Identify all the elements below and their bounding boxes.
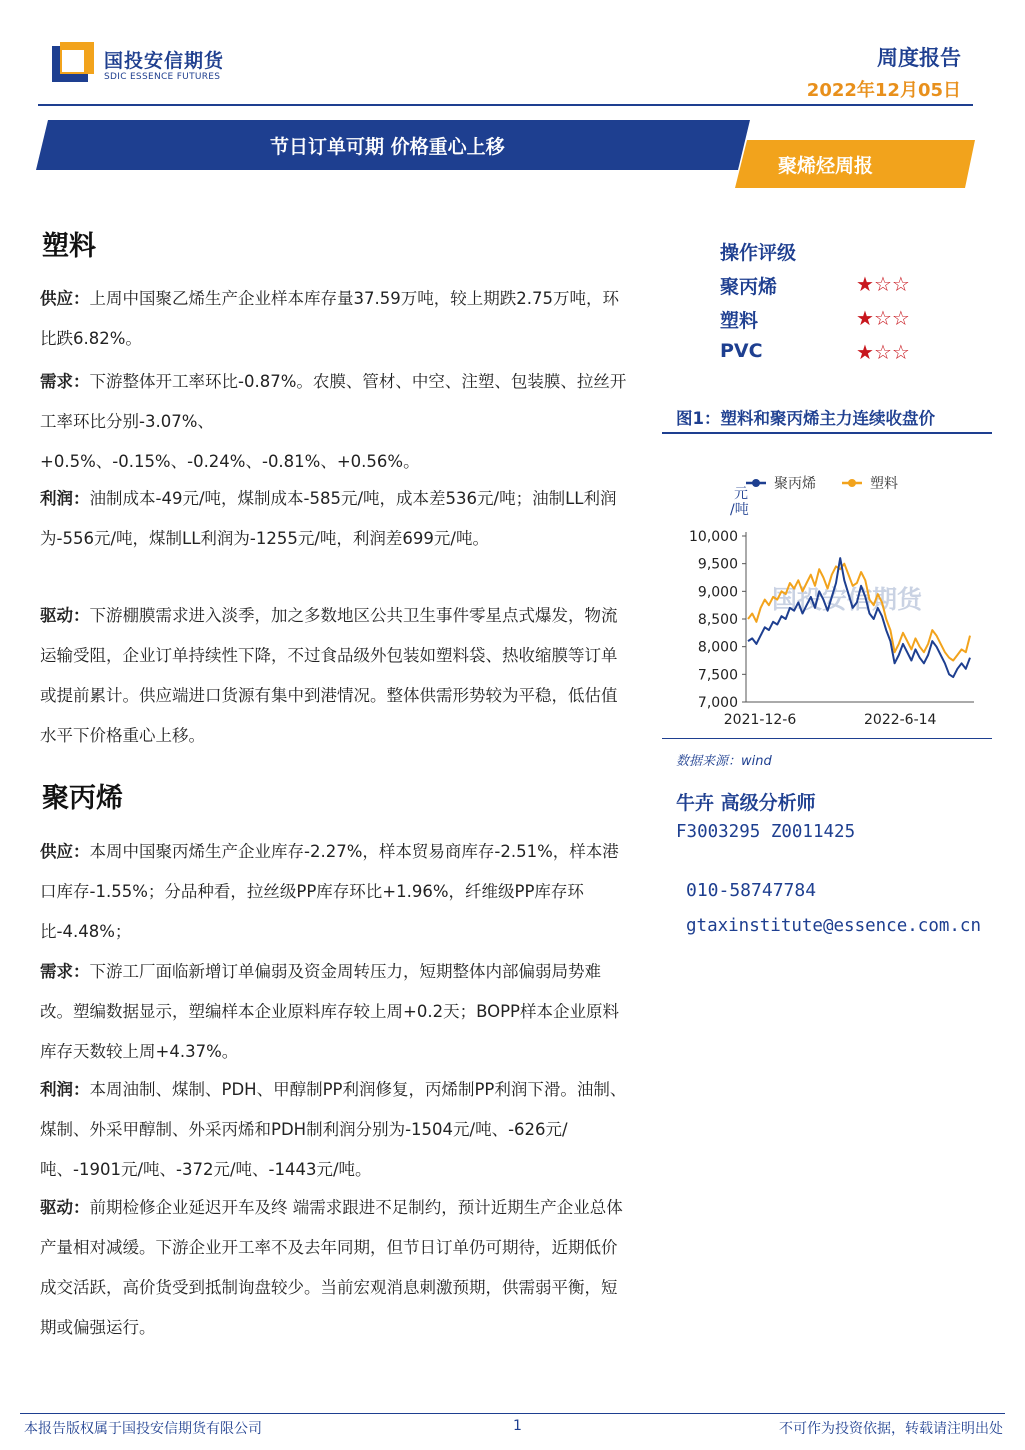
footer-copyright: 本报告版权属于国投安信期货有限公司	[24, 1421, 262, 1437]
rating-title: 操作评级	[720, 242, 797, 264]
plastic-supply-label: 供应：	[40, 289, 90, 308]
price-line-chart	[662, 440, 992, 736]
rating-stars-plastic	[856, 306, 910, 330]
rating-stars-pp	[856, 272, 910, 296]
x-tick-label: 2021-12-6	[723, 712, 797, 728]
figure-bottom-divider	[662, 738, 992, 739]
plastic-supply-text: 上周中国聚乙烯生产企业样本库存量37.59万吨，较上期跌2.75万吨，环比跌6.82%。	[40, 289, 619, 348]
pp-demand	[40, 952, 630, 1072]
y-axis-unit-line1: 元	[734, 486, 748, 502]
x-axis	[724, 702, 974, 728]
plastic-driver	[40, 596, 630, 756]
pp-supply-label: 供应：	[40, 842, 90, 861]
figure-divider	[662, 432, 992, 434]
y-tick-label: 10,000	[689, 529, 738, 545]
y-tick-label: 8,000	[697, 639, 738, 656]
rating-stars-pvc	[856, 340, 910, 364]
y-tick-label: 8,500	[697, 612, 738, 628]
contact-email[interactable]: gtaxinstitute@essence.com.cn	[686, 916, 982, 936]
plastic-demand-label: 需求：	[40, 372, 90, 391]
pp-driver-text: 前期检修企业延迟开车及终 端需求跟进不足制约，预计近期生产企业总体产量相对减缓。下游企业开工率不及去年同期，但节日订单仍可期待，近期低价成交活跃，高价货受到抵制询盘较少。当前宏观消息刺激预期，供需弱平衡，短期或偏强运行。	[40, 1198, 623, 1337]
x-tick-label: 2022-6-14	[864, 712, 937, 728]
y-tick-label: 7,500	[697, 667, 738, 684]
y-tick-label: 9,500	[697, 556, 738, 573]
footer-divider	[20, 1413, 1005, 1414]
plastic-demand-text: 下游整体开工率环比-0.87%。农膜、管材、中空、注塑、包装膜、拉丝开工率环比分别-3.07%、	[40, 372, 627, 431]
y-axis-unit-line2: /吨	[730, 502, 749, 518]
star-empty-icon: ☆☆	[873, 340, 910, 364]
y-tick-label: 7,000	[697, 695, 738, 711]
data-source: 数据来源：wind	[676, 754, 772, 769]
pp-profit	[40, 1070, 630, 1190]
star-empty-icon: ☆☆	[873, 306, 910, 330]
plastic-demand	[40, 362, 630, 482]
contact-phone: 010-58747784	[686, 880, 817, 901]
chart-legend	[746, 475, 898, 492]
report-type: 周度报告	[877, 46, 961, 70]
pp-driver	[40, 1188, 630, 1348]
logo-text: 国投安信期货	[104, 50, 225, 72]
legend-label-plastic: 塑料	[870, 476, 898, 492]
y-tick-label: 9,000	[697, 584, 738, 601]
pp-demand-label: 需求：	[40, 962, 90, 981]
rating-name-plastic: 塑料	[720, 310, 759, 332]
report-subtitle: 聚烯烃周报	[778, 155, 874, 177]
logo-mark	[52, 42, 94, 82]
analyst-name: 牛卉 高级分析师	[676, 792, 816, 814]
figure-title: 图1：塑料和聚丙烯主力连续收盘价	[676, 409, 935, 428]
plastic-supply	[40, 279, 630, 359]
plastic-demand-text-2: +0.5%、-0.15%、-0.24%、-0.81%、+0.56%。	[40, 452, 420, 471]
report-date: 2022年12月05日	[806, 80, 961, 101]
report-title: 节日订单可期 价格重心上移	[270, 136, 505, 158]
pp-profit-label: 利润：	[40, 1080, 90, 1099]
star-filled-icon: ★	[856, 340, 874, 364]
legend-marker-plastic	[848, 479, 856, 487]
rating-name-pvc: PVC	[720, 340, 763, 362]
logo-subtext: SDIC ESSENCE FUTURES	[104, 72, 221, 82]
pp-driver-label: 驱动：	[40, 1198, 90, 1217]
pp-supply-text: 本周中国聚丙烯生产企业库存-2.27%，样本贸易商库存-2.51%，样本港口库存-1.55%；分品种看，拉丝级PP库存环比+1.96%，纤维级PP库存环比-4.48%；	[40, 842, 619, 941]
y-axis	[689, 529, 746, 711]
page-number: 1	[513, 1418, 522, 1434]
plastic-profit-label: 利润：	[40, 489, 90, 508]
section-heading-pp: 聚丙烯	[42, 783, 123, 814]
legend-label-pp: 聚丙烯	[774, 476, 816, 492]
star-filled-icon: ★	[856, 272, 874, 296]
pp-supply	[40, 832, 630, 952]
plastic-profit-text: 油制成本-49元/吨，煤制成本-585元/吨，成本差536元/吨；油制LL利润为-556元/吨，煤制LL利润为-1255元/吨，利润差699元/吨。	[40, 489, 617, 548]
chart-watermark: 国投安信期货	[772, 585, 923, 614]
pp-demand-text: 下游工厂面临新增订单偏弱及资金周转压力，短期整体内部偏弱局势难改。塑编数据显示，塑编样本企业原料库存较上周+0.2天；BOPP样本企业原料库存天数较上周+4.37%。	[40, 962, 619, 1061]
y-axis-unit	[730, 486, 752, 518]
chart-series	[748, 558, 970, 677]
pp-profit-text: 本周油制、煤制、PDH、甲醇制PP利润修复，丙烯制PP利润下滑。油制、煤制、外采甲醇制、外采丙烯和PDH制利润分别为-1504元/吨、-626元/吨、-1901元/吨、-372元/吨、-1443元/吨。	[40, 1080, 627, 1179]
rating-name-pp: 聚丙烯	[720, 276, 778, 298]
star-filled-icon: ★	[856, 306, 874, 330]
header-divider	[38, 104, 973, 106]
plastic-profit	[40, 479, 630, 559]
footer-disclaimer: 不可作为投资依据，转载请注明出处	[779, 1421, 1003, 1437]
star-empty-icon: ☆☆	[873, 272, 910, 296]
section-heading-plastic: 塑料	[42, 231, 96, 262]
plastic-driver-text: 下游棚膜需求进入淡季，加之多数地区公共卫生事件零星点式爆发，物流运输受阻，企业订单持续性下降，不过食品级外包装如塑料袋、热收缩膜等订单或提前累计。供应端进口货源有集中到港情况。整体供需形势较为平稳，低估值水平下价格重心上移。	[40, 606, 618, 745]
analyst-cert: F3003295 Z0011425	[676, 822, 856, 842]
plastic-driver-label: 驱动：	[40, 606, 90, 625]
legend-marker-pp	[752, 479, 760, 487]
